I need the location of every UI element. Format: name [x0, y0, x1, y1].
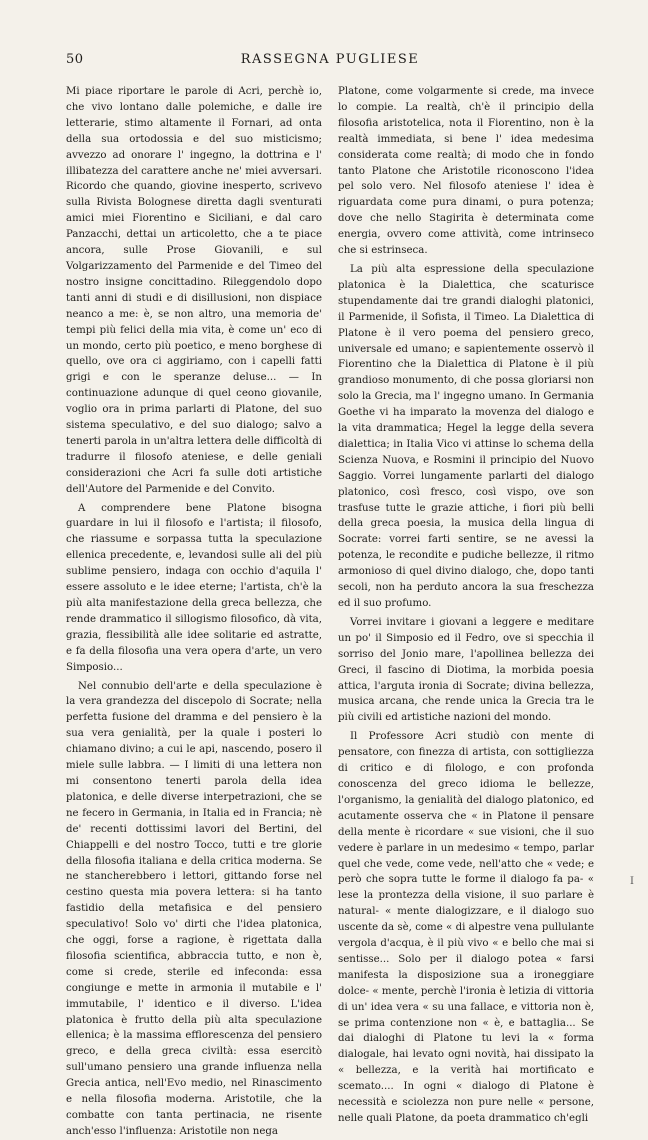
left-column: [66, 84, 322, 1137]
left-paragraph-3: Nel connubio dell'arte e della speculazione è la vera grandezza del discepolo di Socrate; nella perfetta fusione del dramma e del pensiero è la sua vera genialità, per la quale i posteri lo chiamano divino; a cui le api, nascendo, posero il miele sulle labbra. — I limiti di una lettera non mi consentono tenerti parola della idea platonica, e delle diverse interpetrazioni, che se ne fecero in Germania, in Italia ed in Francia; nè de' recenti dottissimi lavori del Bertini, del Chiappelli e del nostro Tocco, tutti e tre glorie della filosofia italiana e della critica moderna. Se ne stancherebbero i lettori, gittando forse nel cestino questa mia povera lettera: si ha tanto fastidio della metafisica e del pensiero speculativo! Solo vo' dirti che l'idea platonica, che oggi, forse a ragione, è rigettata dalla filosofia scientifica, abbraccia tutto, e non è, come si crede, sterile ed infeconda: essa congiunge e mette in armonia il mutabile e l' immutabile, l' identico e il diverso. L'idea platonica è frutto della più alta speculazione ellenica; è la massima efflorescenza del pensiero greco, e della greca civiltà: essa esercitò sull'umano pensiero una grande influenza nella Grecia antica, nell'Evo medio, nel Rinascimento e nella filosofia moderna. Aristotile, che la combatte con tanta pertinacia, ne risente anch'esso l'influenza: Aristotile non nega: [66, 680, 322, 1137]
right-column: [338, 84, 594, 1124]
page-number: 50: [66, 52, 84, 67]
right-paragraph-2: La più alta espressione della speculazione platonica è la Dialettica, che scaturisce stupendamente dai tre grandi dialoghi platonici, il Parmenide, il Sofista, il Timeo. La Dialettica di Platone è il vero poema del pensiero greco, universale ed umano; e sapientemente osservò il Fiorentino che la Dialettica di Platone è il più grandioso monumento, di che possa gloriarsi non solo la Grecia, ma l' ingegno umano. In Germania Goethe vi ha imparato la movenza del dialogo e la vita drammatica; Hegel la legge della severa dialettica; in Italia Vico vi attinse lo schema della Scienza Nuova, e Rosmini il principio del Nuovo Saggio. Vorrei lungamente parlarti del dialogo platonico, così fresco, così vispo, ove son trasfuse tutte le grazie attiche, i fiori più belli della greca poesia, la musica della lingua di Socrate: vorrei farti sentire, se ne avessi la potenza, le recondite e pudiche bellezze, il ritmo armonioso di quel divino dialogo, che, dopo tanti secoli, non ha perduto ancora la sua freschezza ed il suo profumo.: [338, 263, 594, 609]
left-paragraph-2: A comprendere bene Platone bisogna guardare in lui il filosofo e l'artista; il filosofo, che riassume e sorpassa tutta la speculazione ellenica precedente, e, levandosi sulle ali del più sublime pensiero, indaga con occhio d'aquila l' essere assoluto e le idee eterne; l'artista, ch'è la più alta manifestazione della greca bellezza, che rende drammatico il sillogismo filosofico, dà vita, grazia, flessibilità alle idee solitarie ed astratte, e fa della filosofia una vera opera d'arte, un vero Simposio...: [66, 502, 322, 673]
running-title: RASSEGNA PUGLIESE: [240, 52, 420, 67]
margin-mark: I: [630, 876, 634, 887]
left-paragraph-1: Mi piace riportare le parole di Acri, perchè io, che vivo lontano dalle polemiche, e dalle ire letterarie, stimo altamente il Fornari, ad onta della sua ortodossia e del suo misticismo; avvezzo ad onorare l' ingegno, la dottrina e l' illibatezza del carattere anche ne' miei avversari. Ricordo che quando, giovine inesperto, scrivevo sulla Rivista Bolognese diretta dagli sventurati amici miei Fiorentino e Siciliani, e dal caro Panzacchi, dettai un articoletto, che a te piace ancora, sulle Prose Giovanili, e sul Volgarizzamento del Parmenide e del Timeo del nostro insigne concittadino. Rileggendolo dopo tanti anni di studi e di disillusioni, non dispiace neanco a me: è, se non altro, una memoria de' tempi più felici della mia vita, è come un' eco di un mondo, certo più poetico, e meno borghese di quello, ove ora ci aggiriamo, con i capelli fatti grigi e con le speranze deluse... — In continuazione adunque di quel ceono giovanile, voglio ora in prima parlarti di Platone, del suo sistema speculativo, e del suo dialogo; salvo a tenerti parola in un'altra lettera delle difficoltà di tradurre il filosofo ateniese, e delle geniali considerazioni che Acri fa sulle doti artistiche dell'Autore del Parmenide e del Convito.: [66, 86, 322, 495]
page-header: [66, 52, 594, 74]
right-paragraph-3: Vorrei invitare i giovani a leggere e meditare un po' il Simposio ed il Fedro, ove si specchia il sorriso del Jonio mare, l'apollinea bellezza dei Greci, il fascino di Diotima, la morbida poesia attica, l'arguta ironia di Socrate; divina bellezza, musica arcana, che rende unica la Grecia tra le più civili ed artistiche nazioni del mondo.: [338, 616, 594, 724]
right-paragraph-4: Il Professore Acri studiò con mente di pensatore, con finezza di artista, con sottigliezza di critico e di filologo, e con profonda conoscenza del greco idioma le bellezze, l'organismo, la genialità del dialogo platonico, ed acutamente osserva che « in Platone il pensare della mente è ricordare « sue visioni, che il suo vedere è parlare in un medesimo « tempo, parlar quel che vede, come vede, nell'atto che « vede; e però che sopra tutte le forme il dialogo fa pa- « lese la prontezza della visione, il suo parlare è natural- « mente dialogizzare, e il dialogo suo uscente da sè, come « di alpestre vena pullulante vergola d'acqua, è il più vivo « e bello che mai si sentisse... Solo per il dialogo potea « farsi manifesta la disposizione sua a ironeggiare dolce- « mente, perchè l'ironia è letizia di vittoria di un' idea vera « su una fallace, e vittoria non è, se prima contenzione non « è, e battaglia... Se dai dialoghi di Platone tu levi la « forma dialogale, hai levato ogni novità, hai dissipato la « bellezza, e la verità hai mortificato e scemato.... In ogni « dialogo di Platone è necessità e sciolezza non pure nelle « persone, nelle quali Platone, da poeta drammatico ch'egli: [338, 731, 594, 1124]
right-paragraph-1: Platone, come volgarmente si crede, ma invece lo compie. La realtà, ch'è il principio della filosofia aristotelica, nota il Fiorentino, non è la realtà immediata, si bene l' idea medesima considerata come realtà; di modo che in fondo tanto Platone che Aristotile riconoscono l'idea pel solo vero. Nel filosofo ateniese l' idea è riguardata come pura dinami, o pura potenza; dove che nello Stagirita è determinata come energia, ovvero come attività, come intrinseco che si estrinseca.: [338, 86, 594, 257]
